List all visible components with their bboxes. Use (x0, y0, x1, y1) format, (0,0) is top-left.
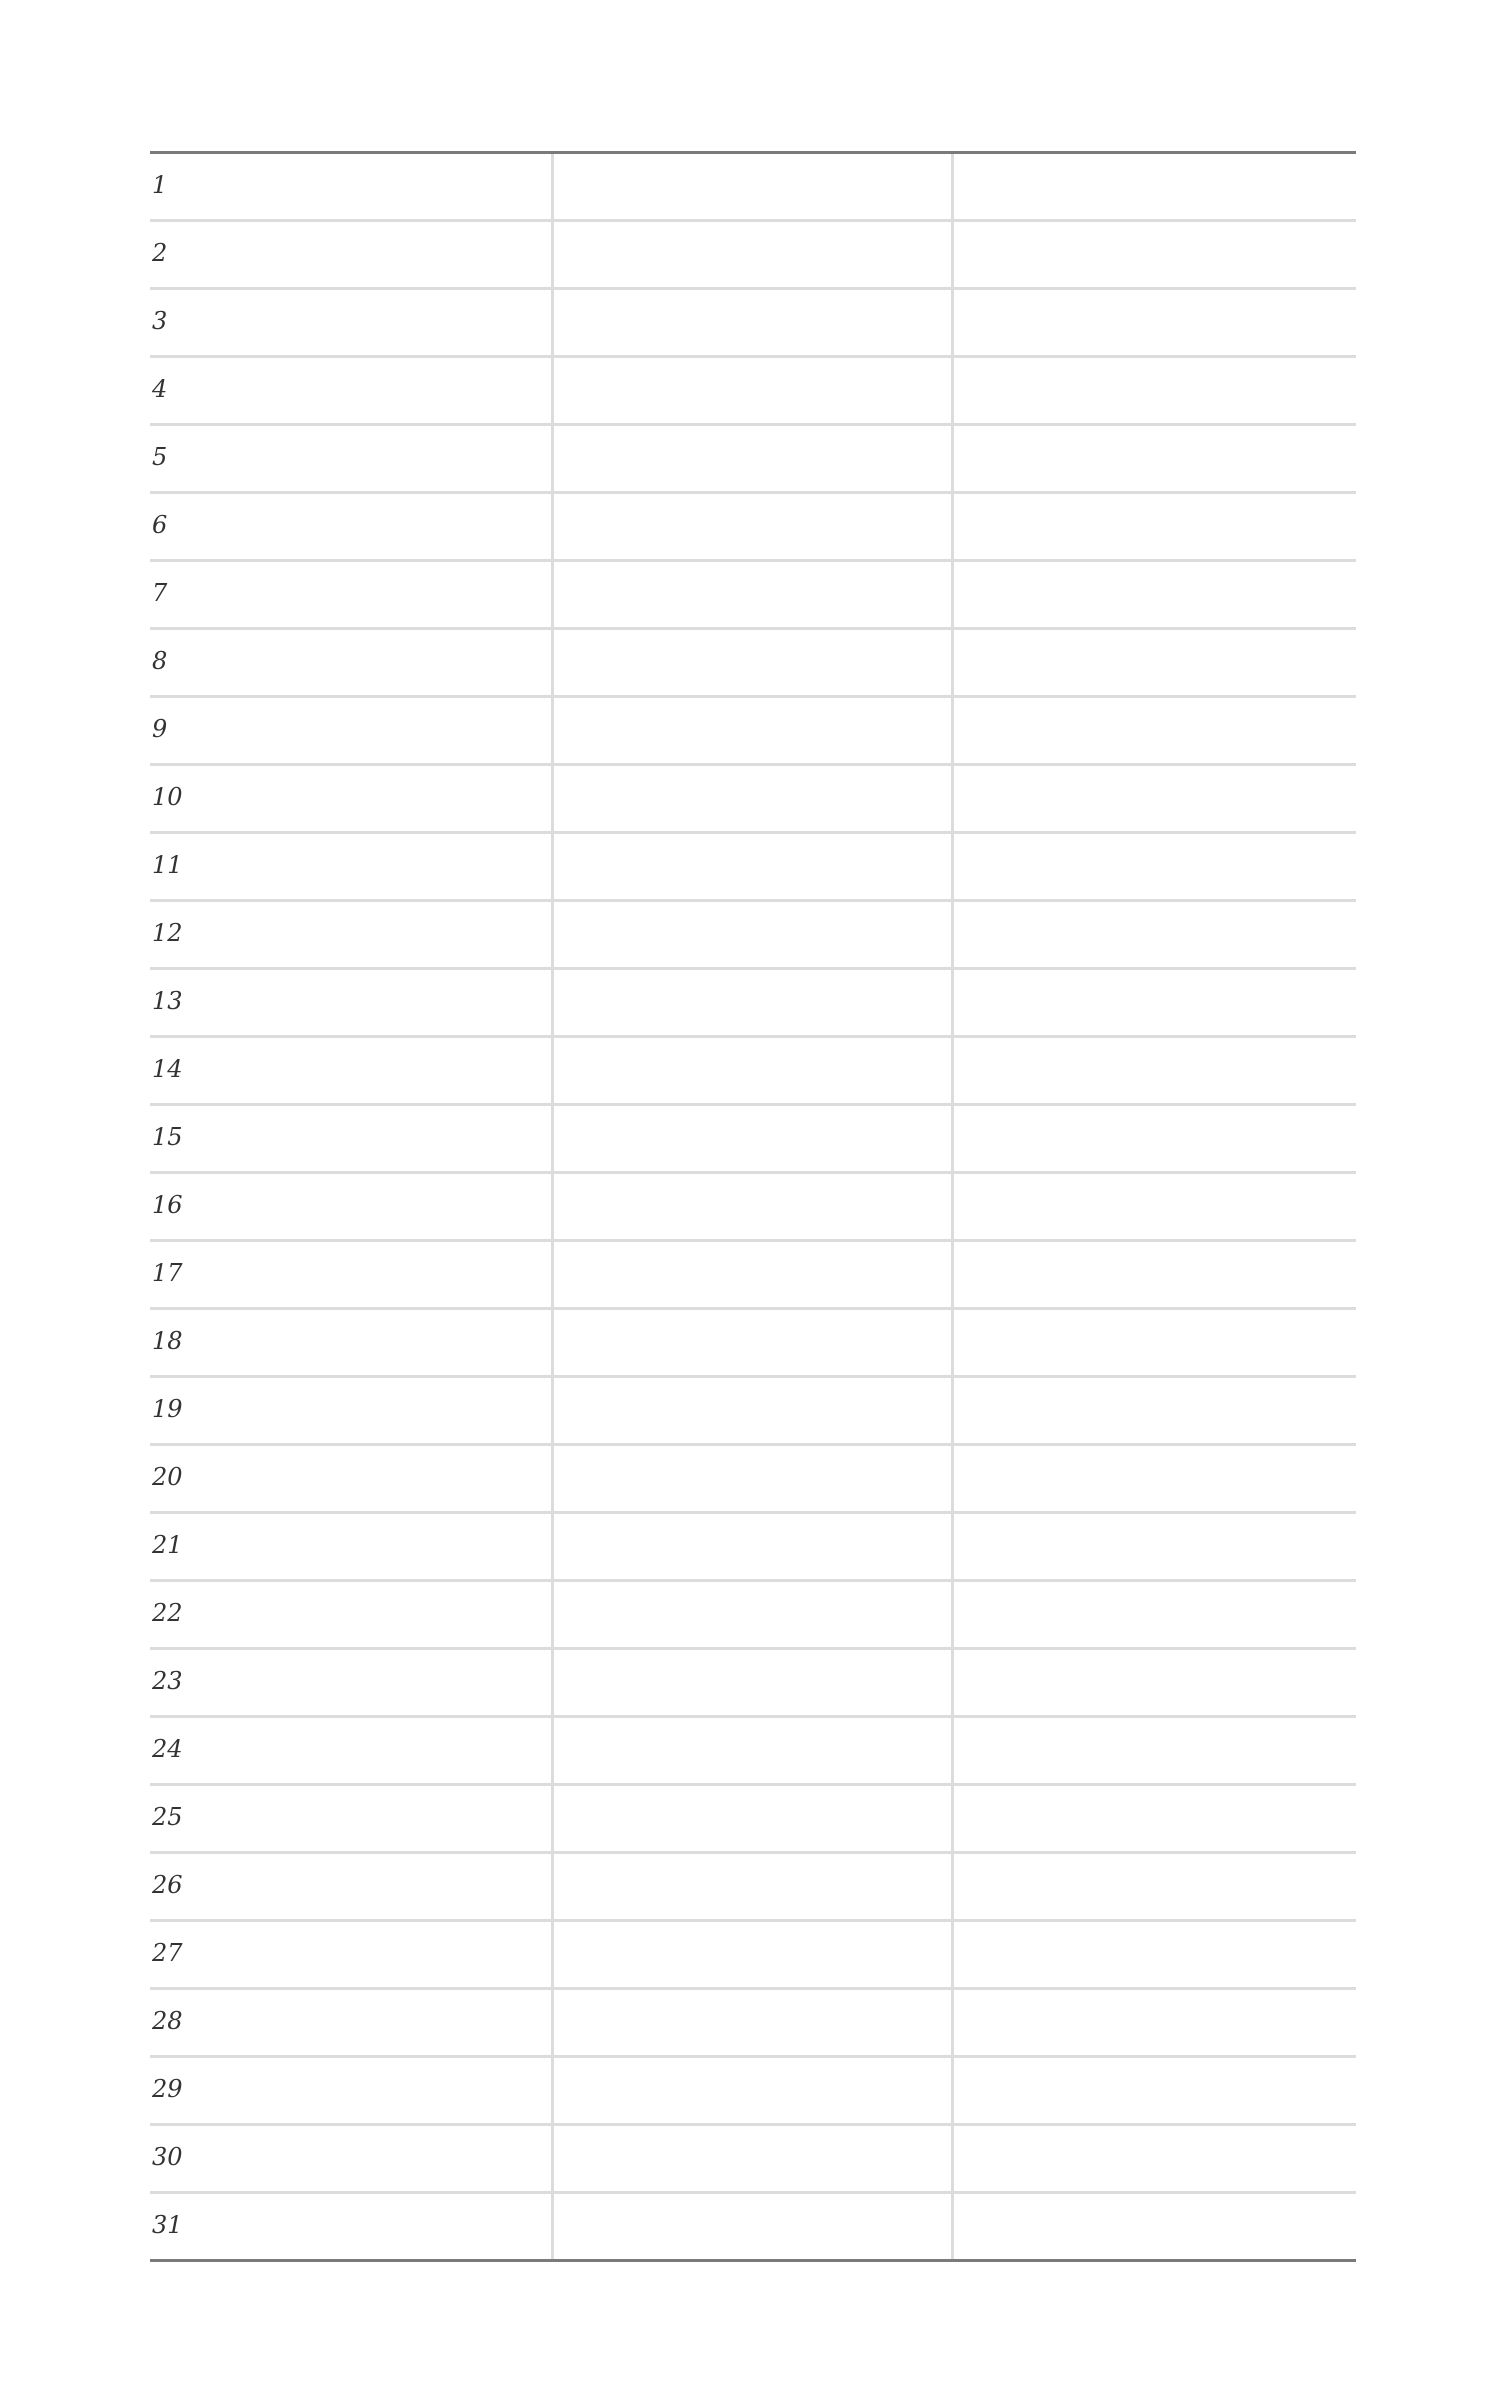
entry-cell[interactable] (554, 222, 951, 287)
entry-cell[interactable] (554, 1514, 951, 1579)
entry-cell[interactable] (954, 1174, 1356, 1239)
entry-cell[interactable] (954, 1650, 1356, 1715)
entry-cell[interactable] (954, 1854, 1356, 1919)
log-sheet (150, 151, 1356, 2262)
entry-cell[interactable] (554, 766, 951, 831)
row-number: 29 (152, 2075, 183, 2103)
row-number: 28 (152, 2007, 183, 2035)
row-number: 20 (152, 1463, 183, 1491)
entry-cell[interactable] (954, 1310, 1356, 1375)
row-number: 2 (152, 239, 168, 267)
entry-cell[interactable] (954, 1922, 1356, 1987)
row-number: 7 (152, 579, 168, 607)
table-row (150, 2194, 1356, 2260)
row-number: 19 (152, 1395, 183, 1423)
entry-cell[interactable] (554, 1038, 951, 1103)
table-row (150, 2126, 1356, 2194)
entry-cell[interactable] (554, 1718, 951, 1783)
entry-cell[interactable] (554, 1854, 951, 1919)
day-rows (150, 154, 1356, 2260)
entry-cell[interactable] (554, 1378, 951, 1443)
entry-cell[interactable] (954, 1106, 1356, 1171)
entry-cell[interactable] (554, 562, 951, 627)
entry-cell[interactable] (554, 154, 951, 219)
row-number: 12 (152, 919, 183, 947)
table-row (150, 290, 1356, 358)
table-row (150, 1446, 1356, 1514)
entry-cell[interactable] (554, 426, 951, 491)
table-row (150, 1038, 1356, 1106)
table-row (150, 1174, 1356, 1242)
entry-cell[interactable] (954, 1378, 1356, 1443)
row-number: 30 (152, 2143, 183, 2171)
entry-cell[interactable] (954, 358, 1356, 423)
table-row (150, 766, 1356, 834)
entry-cell[interactable] (954, 1446, 1356, 1511)
entry-cell[interactable] (554, 1446, 951, 1511)
row-number: 24 (152, 1735, 183, 1763)
bottom-rule (150, 2259, 1356, 2262)
table-row (150, 970, 1356, 1038)
entry-cell[interactable] (954, 290, 1356, 355)
row-number: 1 (152, 171, 168, 199)
entry-cell[interactable] (954, 766, 1356, 831)
entry-cell[interactable] (554, 1242, 951, 1307)
entry-cell[interactable] (554, 290, 951, 355)
entry-cell[interactable] (954, 562, 1356, 627)
row-number: 15 (152, 1123, 183, 1151)
entry-cell[interactable] (554, 1174, 951, 1239)
entry-cell[interactable] (554, 1786, 951, 1851)
row-number: 22 (152, 1599, 183, 1627)
table-row (150, 494, 1356, 562)
entry-cell[interactable] (954, 154, 1356, 219)
entry-cell[interactable] (954, 1786, 1356, 1851)
table-row (150, 222, 1356, 290)
entry-cell[interactable] (554, 834, 951, 899)
entry-cell[interactable] (554, 698, 951, 763)
table-row (150, 1242, 1356, 1310)
entry-cell[interactable] (954, 2058, 1356, 2123)
table-row (150, 1378, 1356, 1446)
entry-cell[interactable] (954, 1242, 1356, 1307)
row-number: 18 (152, 1327, 183, 1355)
entry-cell[interactable] (554, 630, 951, 695)
row-number: 26 (152, 1871, 183, 1899)
row-number: 5 (152, 443, 168, 471)
entry-cell[interactable] (554, 970, 951, 1035)
table-row (150, 154, 1356, 222)
table-row (150, 1582, 1356, 1650)
row-number: 14 (152, 1055, 183, 1083)
table-row (150, 2058, 1356, 2126)
table-row (150, 1718, 1356, 1786)
entry-cell[interactable] (554, 1582, 951, 1647)
row-number: 27 (152, 1939, 183, 1967)
entry-cell[interactable] (954, 698, 1356, 763)
row-number: 31 (152, 2211, 183, 2239)
entry-cell[interactable] (954, 426, 1356, 491)
row-number: 10 (152, 783, 183, 811)
table-row (150, 1922, 1356, 1990)
entry-cell[interactable] (954, 630, 1356, 695)
row-number: 16 (152, 1191, 183, 1219)
entry-cell[interactable] (554, 358, 951, 423)
entry-cell[interactable] (554, 2058, 951, 2123)
row-number: 25 (152, 1803, 183, 1831)
entry-cell[interactable] (954, 902, 1356, 967)
entry-cell[interactable] (554, 1990, 951, 2055)
entry-cell[interactable] (954, 222, 1356, 287)
table-row (150, 902, 1356, 970)
table-row (150, 630, 1356, 698)
table-row (150, 1650, 1356, 1718)
entry-cell[interactable] (954, 1582, 1356, 1647)
table-row (150, 834, 1356, 902)
entry-cell[interactable] (954, 1990, 1356, 2055)
entry-cell[interactable] (554, 2126, 951, 2191)
entry-cell[interactable] (954, 834, 1356, 899)
entry-cell[interactable] (554, 494, 951, 559)
entry-cell[interactable] (554, 1650, 951, 1715)
table-row (150, 358, 1356, 426)
table-row (150, 562, 1356, 630)
entry-cell[interactable] (954, 2194, 1356, 2260)
entry-cell[interactable] (954, 494, 1356, 559)
entry-cell[interactable] (554, 2194, 951, 2260)
entry-cell[interactable] (954, 1718, 1356, 1783)
entry-cell[interactable] (954, 970, 1356, 1035)
table-row (150, 1106, 1356, 1174)
row-number: 4 (152, 375, 168, 403)
table-row (150, 698, 1356, 766)
row-number: 23 (152, 1667, 183, 1695)
row-number: 3 (152, 307, 168, 335)
row-number: 9 (152, 715, 168, 743)
entry-cell[interactable] (554, 1106, 951, 1171)
entry-cell[interactable] (554, 902, 951, 967)
table-row (150, 1990, 1356, 2058)
row-number: 6 (152, 511, 168, 539)
row-number: 17 (152, 1259, 183, 1287)
table-row (150, 1854, 1356, 1922)
entry-cell[interactable] (554, 1922, 951, 1987)
table-row (150, 1310, 1356, 1378)
row-number: 8 (152, 647, 168, 675)
entry-cell[interactable] (954, 2126, 1356, 2191)
entry-cell[interactable] (554, 1310, 951, 1375)
table-row (150, 1514, 1356, 1582)
row-number: 21 (152, 1531, 183, 1559)
table-row (150, 1786, 1356, 1854)
entry-cell[interactable] (954, 1038, 1356, 1103)
table-row (150, 426, 1356, 494)
row-number: 13 (152, 987, 183, 1015)
entry-cell[interactable] (954, 1514, 1356, 1579)
row-number: 11 (152, 851, 183, 879)
